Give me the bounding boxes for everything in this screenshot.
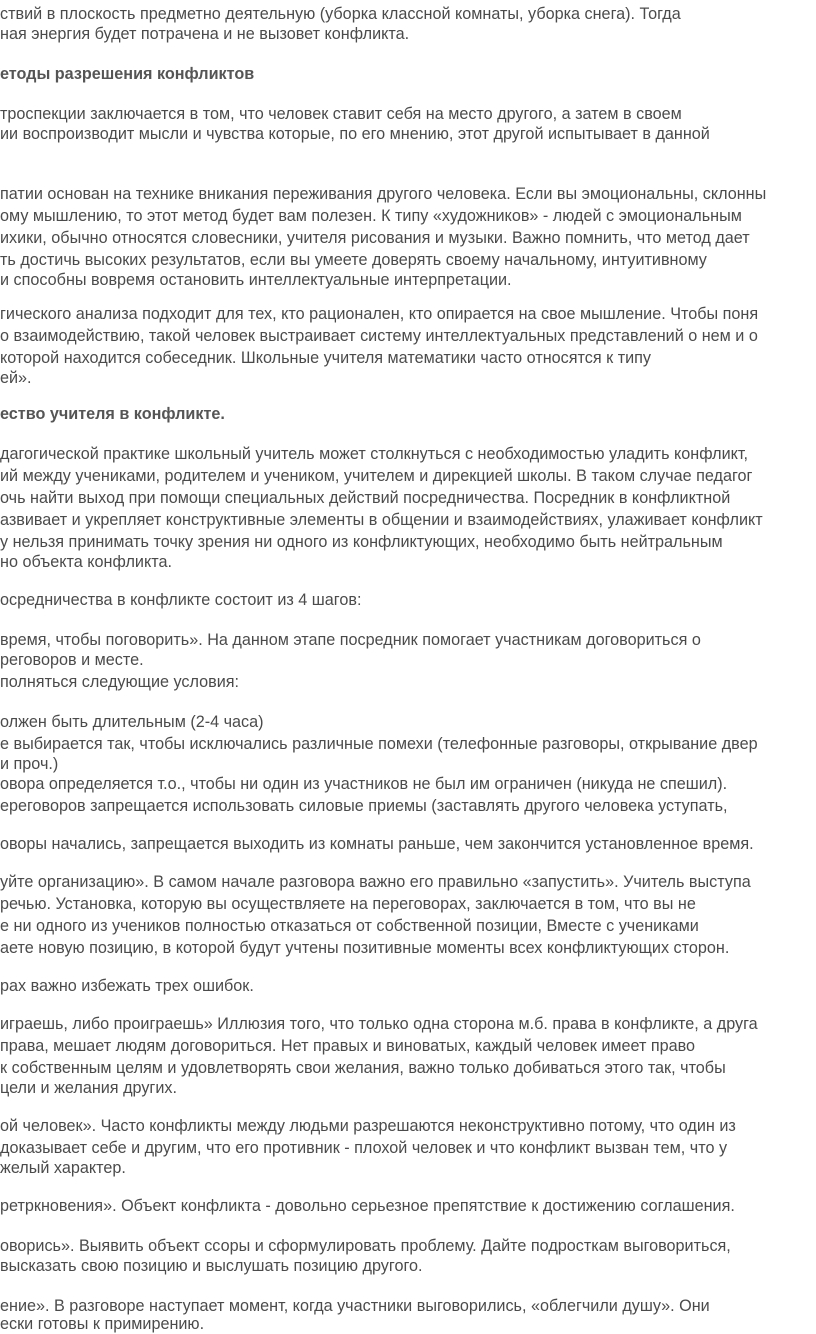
text-line: цели и желания других. (0, 1079, 177, 1097)
text-line: оворись». Выявить объект ссоры и сформулировать проблему. Дайте подросткам выговориться, (0, 1237, 731, 1255)
text-line: но объекта конфликта. (0, 553, 172, 571)
text-line: доказывает себе и другим, что его противник - плохой человек и что конфликт вызван тем, что у (0, 1139, 728, 1157)
text-line: оворы начались, запрещается выходить из комнаты раньше, чем закончится установленное время. (0, 835, 754, 853)
text-line: ереговоров запрещается использовать силовые приемы (заставлять другого человека уступать, (0, 797, 728, 815)
text-line: е ни одного из учеников полностью отказаться от собственной позиции, Вместе с учениками (0, 917, 699, 935)
section-heading: ество учителя в конфликте. (0, 405, 225, 423)
text-line: рах важно избежать трех ошибок. (0, 977, 254, 995)
text-line: о взаимодействию, такой человек выстраивает систему интеллектуальных представлений о нем и о (0, 327, 758, 345)
text-line: ому мышлению, то этот метод будет вам полезен. К типу «художников» - людей с эмоциональным (0, 207, 742, 225)
text-line: и проч.) (0, 755, 59, 773)
text-line: ихики, обычно относятся словесники, учителя рисования и музыки. Важно помнить, что метод дает (0, 229, 750, 247)
text-line: высказать свою позицию и выслушать позицию другого. (0, 1257, 423, 1275)
text-line: осредничества в конфликте состоит из 4 шагов: (0, 591, 362, 609)
text-line: дагогической практике школьный учитель может столкнуться с необходимостью уладить конфликт, (0, 445, 749, 463)
text-line: полняться следующие условия: (0, 673, 240, 691)
text-line: ии воспроизводит мысли и чувства которые, по его мнению, этот другой испытывает в данной (0, 125, 710, 143)
text-line: ствий в плоскость предметно деятельную (уборка классной комнаты, уборка снега). Тогда (0, 5, 681, 23)
text-line: овора определяется т.о., чтобы ни один из участников не был им ограничен (никуда не спешил). (0, 775, 728, 793)
text-line: ть достичь высоких результатов, если вы умеете доверять своему начальному, интуитивному (0, 251, 707, 269)
text-line: играешь, либо проиграешь» Иллюзия того, что только одна сторона м.б. права в конфликте, а друга (0, 1015, 758, 1033)
text-line: уйте организацию». В самом начале разговора важно его правильно «запустить». Учитель выступа (0, 873, 751, 891)
text-line: и способны вовремя остановить интеллектуальные интерпретации. (0, 271, 512, 289)
text-line: ой человек». Часто конфликты между людьми разрешаются неконструктивно потому, что один из (0, 1117, 736, 1135)
text-line: ей». (0, 369, 32, 387)
text-line: желый характер. (0, 1159, 126, 1177)
text-line: права, мешает людям договориться. Нет правых и виноватых, каждый человек имеет право (0, 1037, 696, 1055)
text-line: которой находится собеседник. Школьные учителя математики часто относятся к типу (0, 349, 652, 367)
text-line: олжен быть длительным (2-4 часа) (0, 713, 264, 731)
text-line: патии основан на технике вникания переживания другого человека. Если вы эмоциональны, склонны (0, 185, 767, 203)
text-line: азвивает и укрепляет конструктивные элементы в общении и взаимодействиях, улаживает конфликт (0, 511, 763, 529)
text-line: речью. Установка, которую вы осуществляете на переговорах, заключается в том, что вы не (0, 895, 696, 913)
text-line: ение». В разговоре наступает момент, когда участники выговорились, «облегчили душу». Они (0, 1297, 710, 1315)
section-heading: етоды разрешения конфликтов (0, 65, 255, 83)
text-line: к собственным целям и удовлетворять свои желания, важно только добиваться этого так, чтобы (0, 1059, 726, 1077)
text-line: реговоров и месте. (0, 651, 144, 669)
text-line: ретркновения». Объект конфликта - довольно серьезное препятствие к достижению соглашения. (0, 1197, 735, 1215)
text-line: у нельзя принимать точку зрения ни одного из конфликтующих, необходимо быть нейтральным (0, 533, 723, 551)
text-line: ная энергия будет потрачена и не вызовет конфликта. (0, 25, 410, 43)
text-line: е выбирается так, чтобы исключались различные помехи (телефонные разговоры, открывание двер (0, 735, 758, 753)
text-line: ески готовы к примирению. (0, 1315, 205, 1333)
text-line: ий между учениками, родителем и учеником, учителем и дирекцией школы. В таком случае педагог (0, 467, 753, 485)
text-line: троспекции заключается в том, что человек ставит себя на место другого, а затем в своем (0, 105, 682, 123)
text-line: гического анализа подходит для тех, кто рационален, кто опирается на свое мышление. Чтобы поня (0, 305, 759, 323)
text-line: очь найти выход при помощи специальных действий посредничества. Посредник в конфликтной (0, 489, 731, 507)
text-line: аете новую позицию, в которой будут учтены позитивные моменты всех конфликтующих сторон. (0, 939, 730, 957)
text-line: время, чтобы поговорить». На данном этапе посредник помогает участникам договориться о (0, 631, 701, 649)
